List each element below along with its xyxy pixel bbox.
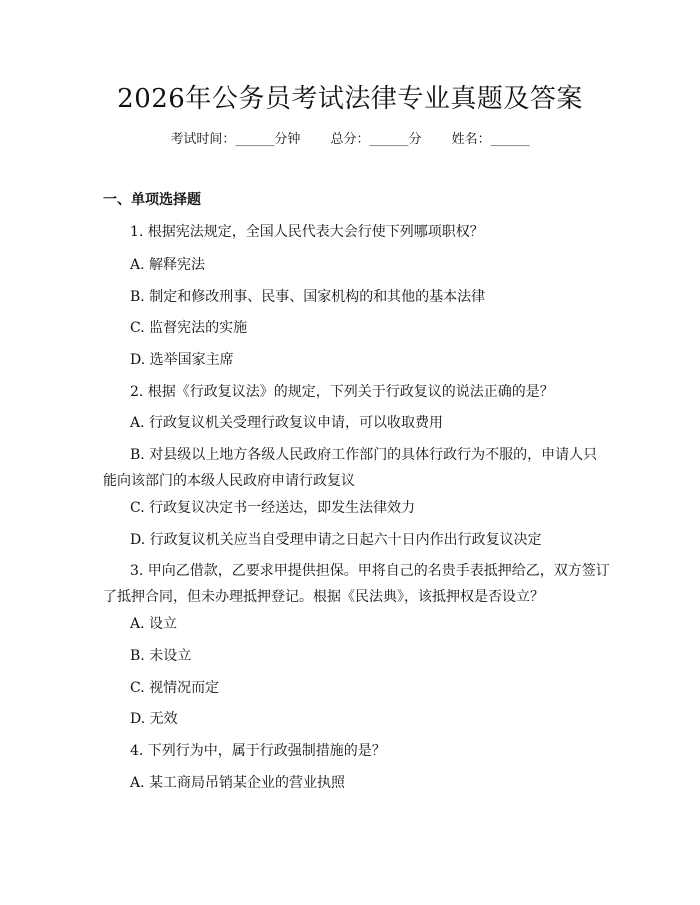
question-2-option-c: C. 行政复议决定书一经送达，即发生法律效力 xyxy=(130,500,416,516)
question-1-option-c: C. 监督宪法的实施 xyxy=(130,320,248,336)
question-1-option-b: B. 制定和修改刑事、民事、国家机构的和其他的基本法律 xyxy=(130,289,486,305)
exam-time-field: 考试时间：______分钟 xyxy=(170,132,301,147)
question-1-option-d: D. 选举国家主席 xyxy=(130,352,234,368)
question-3-option-a: A. 设立 xyxy=(130,616,178,632)
question-1-stem: 1. 根据宪法规定，全国人民代表大会行使下列哪项职权？ xyxy=(130,224,484,240)
question-2-option-a: A. 行政复议机关受理行政复议申请，可以收取费用 xyxy=(130,415,444,431)
question-3-option-b: B. 未设立 xyxy=(130,648,192,664)
question-4-stem: 4. 下列行为中，属于行政强制措施的是？ xyxy=(130,743,386,759)
question-2-stem: 2. 根据《行政复议法》的规定，下列关于行政复议的说法正确的是？ xyxy=(130,384,554,400)
question-4-option-a: A. 某工商局吊销某企业的营业执照 xyxy=(130,775,346,791)
section-heading: 一、单项选择题 xyxy=(103,192,201,208)
question-2-option-b: B. 对县级以上地方各级人民政府工作部门的具体行政行为不服的，申请人只能向该部门的本级人民政府申请行政复议 xyxy=(103,447,598,489)
question-3-option-d: D. 无效 xyxy=(130,711,178,727)
question-1-option-a: A. 解释宪法 xyxy=(130,257,206,273)
question-3-option-c: C. 视情况而定 xyxy=(130,680,220,696)
page-title: 2026年公务员考试法律专业真题及答案 xyxy=(117,84,583,114)
question-2-option-d: D. 行政复议机关应当自受理申请之日起六十日内作出行政复议决定 xyxy=(130,532,542,548)
exam-meta xyxy=(0,131,700,149)
total-score-field: 总分：______分 xyxy=(330,132,422,147)
question-3-stem: 3. 甲向乙借款，乙要求甲提供担保。甲将自己的名贵手表抵押给乙，双方签订了抵押合同，但未办理抵押登记。根据《民法典》，该抵押权是否设立？ xyxy=(103,563,610,605)
name-field: 姓名：______ xyxy=(451,132,530,147)
